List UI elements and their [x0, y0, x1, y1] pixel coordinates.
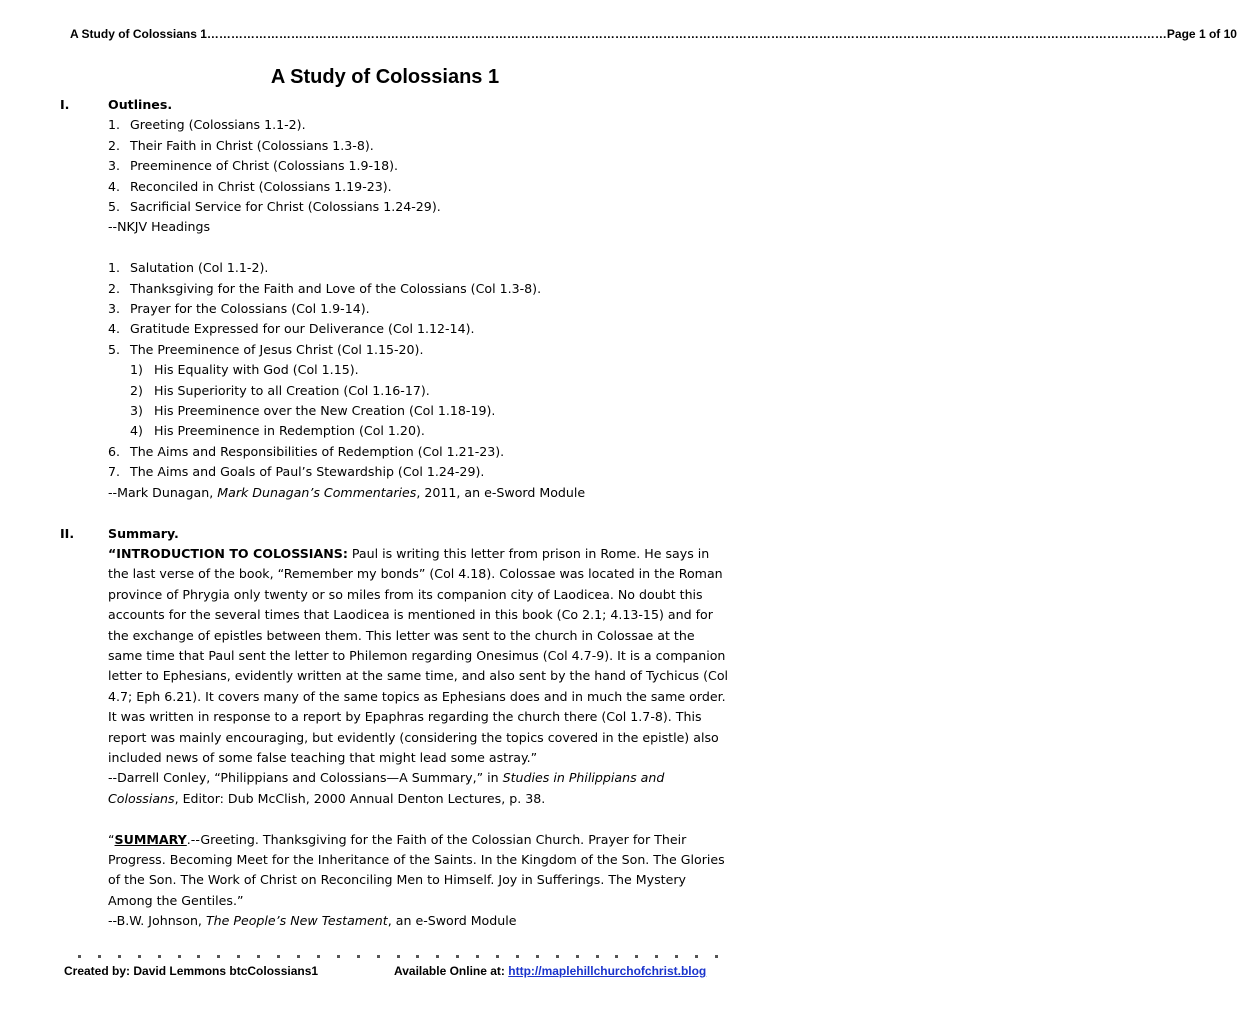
- list-item: 6. The Aims and Responsibilities of Redemption (Col 1.21-23).: [108, 443, 505, 459]
- section-heading: Outlines.: [108, 97, 173, 112]
- list-item: 1. Greeting (Colossians 1.1-2).: [108, 117, 306, 133]
- section-number: I.: [60, 97, 70, 112]
- sub-list-item: 2) His Superiority to all Creation (Col 1.16-17).: [130, 382, 430, 398]
- section-summary: [60, 524, 732, 932]
- list-item: 3. Preeminence of Christ (Colossians 1.9-18).: [108, 158, 399, 174]
- list-item: 4. Reconciled in Christ (Colossians 1.19-23).: [108, 178, 392, 194]
- list-item: 2. Their Faith in Christ (Colossians 1.3-8).: [108, 137, 374, 153]
- page-header: [70, 27, 1237, 41]
- list-item: 4. Gratitude Expressed for our Deliverance (Col 1.12-14).: [108, 321, 475, 337]
- list-item: 3. Prayer for the Colossians (Col 1.9-14).: [108, 301, 370, 317]
- section-outlines: [60, 95, 732, 503]
- sub-list-item: 3) His Preeminence over the New Creation (Col 1.18-19).: [130, 403, 496, 419]
- list-item: 5. The Preeminence of Jesus Christ (Col 1.15-20).: [108, 341, 424, 357]
- outline-list-nkjv: [108, 115, 732, 217]
- source-citation: --B.W. Johnson, The People’s New Testament, an e-Sword Module: [108, 913, 517, 929]
- header-page-number: Page 1 of 10: [1166, 27, 1237, 41]
- header-leader-dots: ……………………………………………………………………………………………………………………………………………………………………………………………………………………: [206, 27, 1167, 41]
- page-title: A Study of Colossians 1: [270, 66, 500, 88]
- outline-list-dunagan: [108, 258, 732, 482]
- source-citation: --Darrell Conley, “Philippians and Colossians—A Summary,” in Studies in Philippians and Colossians, Editor: Dub McClish, 2000 Annual Denton Lectures, p. 38.: [108, 770, 665, 806]
- footer-dotted-rule: [78, 955, 718, 961]
- source-citation: --Mark Dunagan, Mark Dunagan’s Commentaries, 2011, an e-Sword Module: [108, 484, 586, 500]
- document-body: [60, 95, 732, 932]
- footer-author: Created by: David Lemmons btcColossians1: [64, 964, 319, 978]
- list-item: 1. Salutation (Col 1.1-2).: [108, 260, 269, 276]
- sub-list-item: 1) His Equality with God (Col 1.15).: [130, 362, 359, 378]
- list-item: 2. Thanksgiving for the Faith and Love of the Colossians (Col 1.3-8).: [108, 280, 542, 296]
- section-heading: Summary.: [108, 525, 179, 541]
- sub-list-item: 4) His Preeminence in Redemption (Col 1.20).: [130, 423, 425, 439]
- footer-availability: [394, 964, 706, 978]
- header-doc-title: A Study of Colossians 1: [70, 27, 207, 41]
- website-link[interactable]: http://maplehillchurchofchrist.blog: [508, 964, 707, 978]
- footer-available-label: Available Online at:: [394, 964, 509, 978]
- list-item: 5. Sacrificial Service for Christ (Colossians 1.24-29).: [108, 199, 441, 215]
- page-footer: [64, 964, 724, 978]
- list-item: 7. The Aims and Goals of Paul’s Stewardship (Col 1.24-29).: [108, 464, 485, 480]
- summary-paragraph-johnson: “SUMMARY.--Greeting. Thanksgiving for the Faith of the Colossian Church. Prayer for Their Progress. Becoming Meet for the Inheritance of the Saints. In the Kingdom of the Son. The Glories of the Son. The Work of Christ on Reconciling Men to Himself. Joy in Sufferings. The Mystery Among the Gentiles.”: [108, 831, 725, 908]
- source-citation: --NKJV Headings: [108, 219, 211, 235]
- section-number: II.: [60, 525, 75, 541]
- summary-paragraph-introduction: “INTRODUCTION TO COLOSSIANS: Paul is writing this letter from prison in Rome. He says in the last verse of the book, “Remember my bonds” (Col 4.18). Colossae was located in the Roman province of Phrygia only twenty or so miles from its companion city of Laodicea. No doubt this accounts for the several times that Laodicea is mentioned in this book (Co 2.1; 4.13-15) and for the exchange of epistles between them. This letter was sent to the church in Colossae at the same time that Paul sent the letter to Philemon regarding Onesimus (Col 4.7-9). It is a companion letter to Ephesians, evidently written at the same time, and also sent by the hand of Tychicus (Col 4.7; Eph 6.21). It covers many of the same topics as Ephesians does and in much the same order. It was written in response to a report by Epaphras regarding the church there (Col 1.7-8). This report was mainly encouraging, but evidently (considering the topics covered in the epistle) also included news of some false teaching that might lead some astray.”: [108, 545, 729, 765]
